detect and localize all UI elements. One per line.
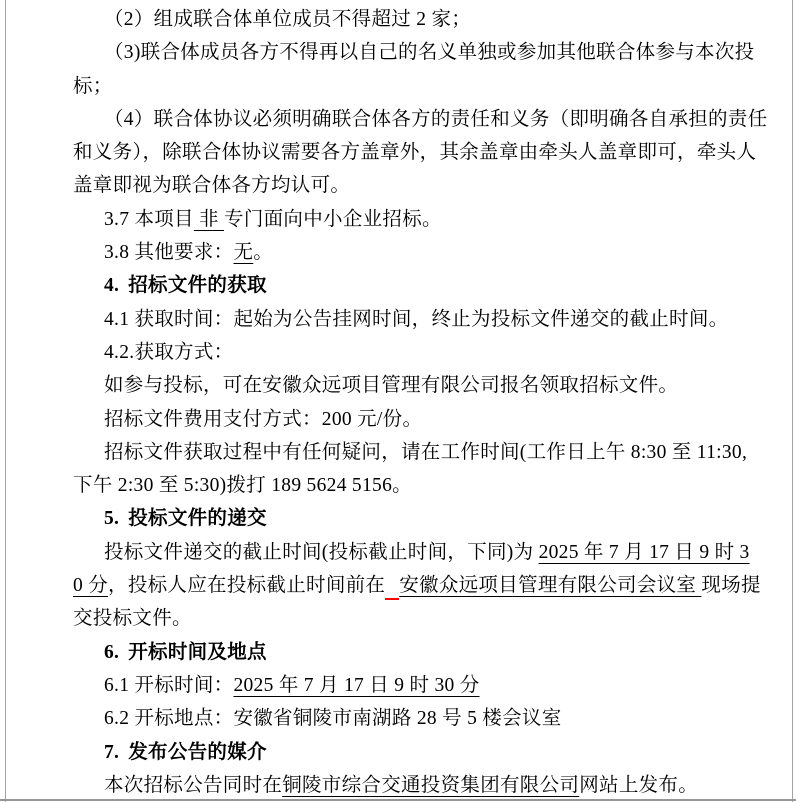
heading-number: 4. xyxy=(104,275,120,297)
heading-title: 开标时间及地点 xyxy=(128,641,267,663)
text-segment: 6.2 开标地点：安徽省铜陵市南湖路 28 号 5 楼会议室 xyxy=(104,708,562,730)
text-segment: （4）联合体协议必须明确联合体各方的责任和义务（即明确各自承担的责任 xyxy=(104,108,768,130)
text-segment: 本次招标公告同时在 xyxy=(104,774,283,796)
document-body xyxy=(73,3,785,802)
text-segment: 现场提 xyxy=(701,575,761,597)
text-segment: 招标文件获取过程中有任何疑问，请在工作时间(工作日上午 8:30 至 11:30, xyxy=(104,441,748,463)
doc-line xyxy=(73,369,785,402)
text-segment: 。 xyxy=(253,242,274,264)
text-segment: ，投标人应在投标截止时间前在 xyxy=(108,575,386,597)
text-segment: （2）组成联合体单位成员不得超过 2 家； xyxy=(104,9,472,30)
text-segment: 标； xyxy=(73,75,113,97)
doc-line xyxy=(73,702,785,735)
text-segment: 网站上发布。 xyxy=(579,774,699,796)
text-segment: 招标文件费用支付方式：200 元/份。 xyxy=(104,408,423,430)
doc-line xyxy=(73,669,785,702)
heading-title: 投标文件的递交 xyxy=(128,508,267,530)
doc-line xyxy=(73,469,785,502)
doc-line xyxy=(73,36,785,69)
text-segment: 和义务），除联合体协议需要各方盖章外，其余盖章由牵头人盖章即可，牵头人 xyxy=(73,142,757,164)
page-edge-left xyxy=(5,0,6,802)
doc-line xyxy=(73,536,785,569)
text-segment: 3.7 本项目 xyxy=(104,208,194,230)
section-heading xyxy=(73,736,785,769)
section-heading xyxy=(73,636,785,669)
text-segment: 交投标文件。 xyxy=(73,608,192,630)
underlined-text: 非 xyxy=(193,208,225,230)
doc-line xyxy=(73,769,785,802)
doc-line xyxy=(73,3,785,36)
text-segment: 专门面向中小企业招标。 xyxy=(224,208,442,230)
doc-line xyxy=(73,303,785,336)
underlined-text: 安徽众远项目管理有限公司会议室 xyxy=(399,575,702,597)
doc-line xyxy=(73,236,785,269)
text-segment: 4.2.获取方式： xyxy=(104,341,234,363)
doc-line xyxy=(73,136,785,169)
page-edge-right xyxy=(792,0,793,802)
spellcheck-underline xyxy=(385,574,399,600)
text-segment: 6.1 开标时间： xyxy=(104,674,234,696)
text-segment: 4.1 获取时间：起始为公告挂网时间，终止为投标文件递交的截止时间。 xyxy=(104,308,729,330)
underlined-text: 2025 年 7 月 17 日 9 时 3 xyxy=(538,541,750,563)
text-segment: 如参与投标，可在安徽众远项目管理有限公司报名领取招标文件。 xyxy=(104,375,679,397)
section-heading xyxy=(73,269,785,302)
text-segment: （3)联合体成员各方不得再以自己的名义单独或参加其他联合体参与本次投 xyxy=(104,42,755,64)
doc-line xyxy=(73,203,785,236)
doc-line xyxy=(73,169,785,202)
doc-line xyxy=(73,70,785,103)
heading-number: 6. xyxy=(104,641,120,663)
doc-line xyxy=(73,103,785,136)
doc-line xyxy=(73,436,785,469)
doc-line xyxy=(73,336,785,369)
doc-line xyxy=(73,403,785,436)
heading-title: 发布公告的媒介 xyxy=(128,741,267,763)
underlined-text: 0 分 xyxy=(73,575,109,597)
text-segment: 下午 2:30 至 5:30)拨打 189 5624 5156。 xyxy=(73,475,412,497)
text-segment: 3.8 其他要求： xyxy=(104,242,234,264)
text-segment: 投标文件递交的截止时间(投标截止时间，下同)为 xyxy=(104,541,539,563)
text-segment: 盖章即视为联合体各方均认可。 xyxy=(73,175,351,197)
heading-number: 5. xyxy=(104,508,120,530)
doc-line xyxy=(73,569,785,602)
section-heading xyxy=(73,502,785,535)
doc-line xyxy=(73,602,785,635)
heading-title: 招标文件的获取 xyxy=(128,275,267,297)
heading-number: 7. xyxy=(104,741,120,763)
underlined-text: 无 xyxy=(233,242,254,264)
underlined-text: 铜陵市综合交通投资集团有限公司 xyxy=(282,774,580,796)
underlined-text: 2025 年 7 月 17 日 9 时 30 分 xyxy=(233,674,480,696)
